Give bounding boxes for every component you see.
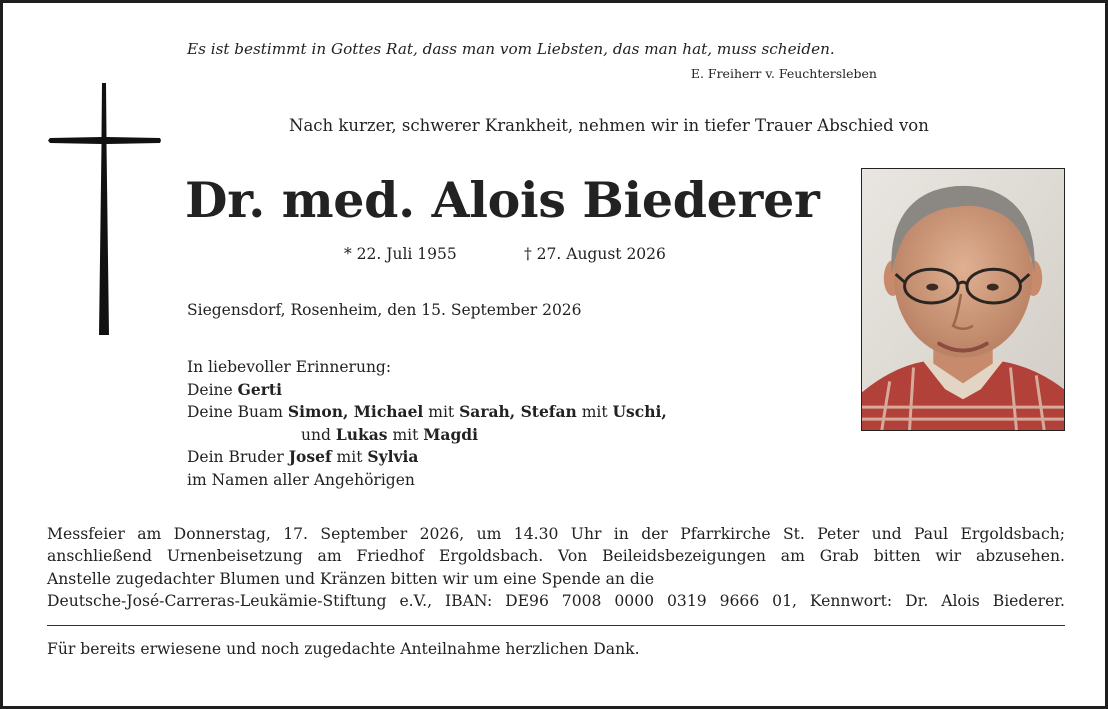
thanks-text: Für bereits erwiesene und noch zugedachte Anteilnahme herzlichen Dank. xyxy=(47,640,640,658)
quote-author: E. Freiherr v. Feuchtersleben xyxy=(690,66,877,81)
mourners-heading: In liebevoller Erinnerung: xyxy=(187,358,392,376)
quote-text: Es ist bestimmt in Gottes Rat, dass man vom Liebsten, das man hat, muss scheiden. xyxy=(187,40,835,58)
portrait-photo xyxy=(861,168,1065,431)
service-line: Messfeier am Donnerstag, 17. September 2026, um 14.30 Uhr in der Pfarrkirche St. Peter und Paul Ergoldsbach; xyxy=(47,525,1065,543)
deceased-name: Dr. med. Alois Biederer xyxy=(185,171,820,229)
service-line: Anstelle zugedachter Blumen und Kränzen bitten wir um eine Spende an die xyxy=(47,569,655,588)
birth-date: * 22. Juli 1955 xyxy=(344,245,457,263)
latin-cross-icon xyxy=(48,83,162,335)
service-details xyxy=(47,523,1065,612)
divider xyxy=(47,625,1065,626)
mourner-line: Deine Buam Simon, Michael mit Sarah, Stefan mit Uschi, xyxy=(187,402,667,421)
mourner-line: Dein Bruder Josef mit Sylvia xyxy=(187,447,419,466)
service-line: anschließend Urnenbeisetzung am Friedhof Ergoldsbach. Von Beileidsbezeigungen am Grab bitten wir abzusehen. xyxy=(47,547,1065,566)
death-date: † 27. August 2026 xyxy=(524,245,666,263)
mourner-line: und Lukas mit Magdi xyxy=(301,424,479,444)
mourners-closing: im Namen aller Angehörigen xyxy=(187,470,415,489)
place-and-date: Siegensdorf, Rosenheim, den 15. September 2026 xyxy=(187,301,582,319)
mourner-line: Deine Gerti xyxy=(187,379,282,399)
intro-text: Nach kurzer, schwerer Krankheit, nehmen wir in tiefer Trauer Abschied von xyxy=(289,116,929,135)
mourners-block xyxy=(187,356,667,491)
donation-line: Deutsche-José-Carreras-Leukämie-Stiftung e.V., IBAN: DE96 7008 0000 0319 9666 01, Kennwort: Dr. Alois Biederer. xyxy=(47,591,1065,610)
